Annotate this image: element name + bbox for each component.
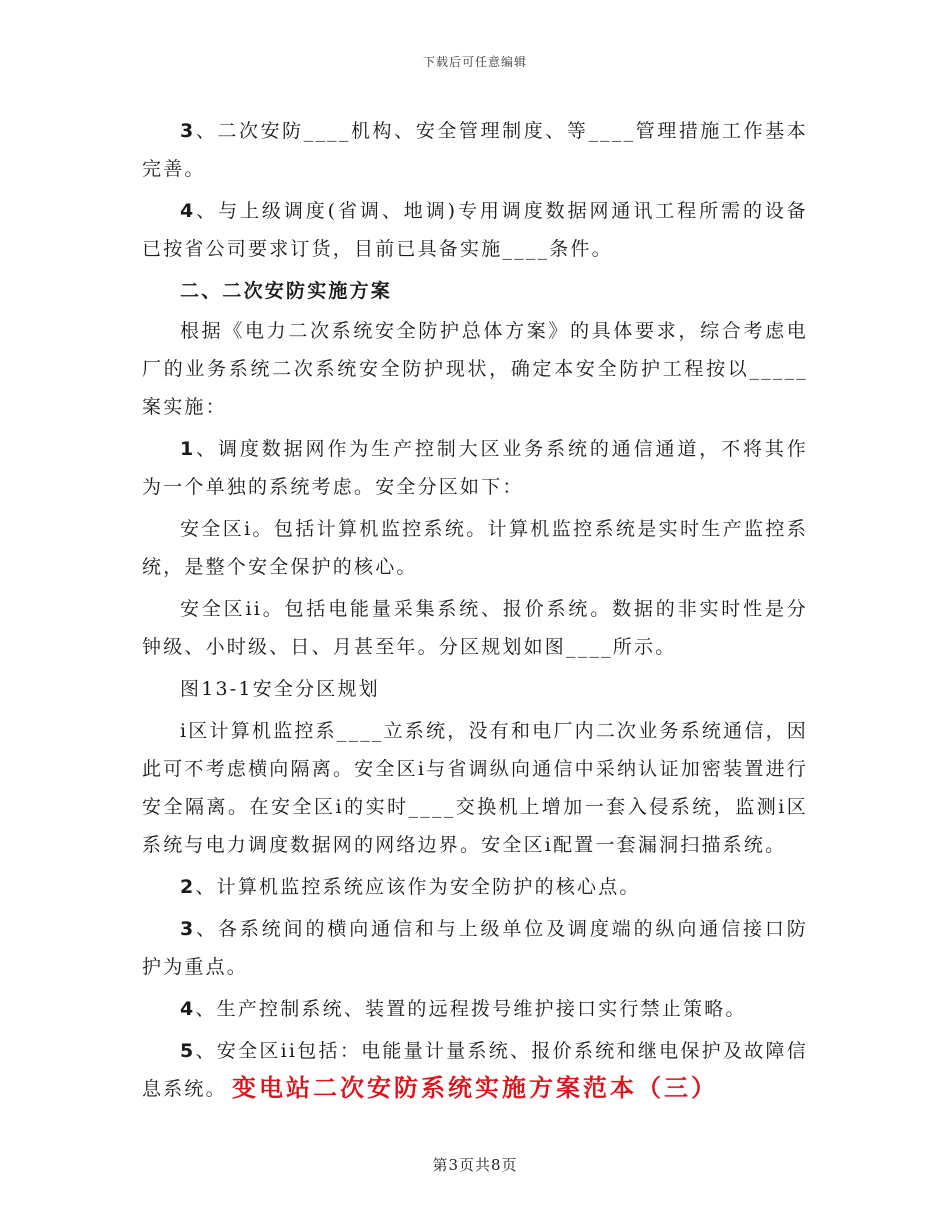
item-number: 3 xyxy=(180,918,196,940)
paragraph-item-3b xyxy=(142,910,808,986)
paragraph-zone-i: 安全区i。包括计算机监控系统。计算机监控系统是实时生产监控系统，是整个安全保护的核心。 xyxy=(142,518,808,578)
paragraph-item-1 xyxy=(142,430,808,506)
document-body xyxy=(142,112,808,1112)
paragraph-text: 、安全区ii包括：电能量计量系统、报价系统和继电保护及故障信息系统。 xyxy=(142,1040,808,1100)
paragraph-text: 、计算机监控系统应该作为安全防护的核心点。 xyxy=(195,876,641,898)
section-heading: 二、二次安防实施方案 xyxy=(180,280,393,302)
paragraph-text: 、二次安防____机构、安全管理制度、等____管理措施工作基本完善。 xyxy=(142,120,808,180)
page-header: 下载后可任意编辑 xyxy=(422,55,527,69)
paragraph-zone-i-detail: i区计算机监控系____立系统，没有和电厂内二次业务系统通信，因此可不考虑横向隔离。安全区i与省调纵向通信中采纳认证加密装置进行安全隔离。在安全区i的实时____交换机上增加一套入侵系统，监测i区系统与电力调度数据网的网络边界。安全区i配置一套漏洞扫描系统。 xyxy=(142,720,808,856)
paragraph-intro: 根据《电力二次系统安全防护总体方案》的具体要求，综合考虑电厂的业务系统二次系统安全防护现状，确定本安全防护工程按以_____案实施： xyxy=(142,320,808,418)
paragraph-item-4b xyxy=(142,990,808,1028)
paragraph-text: 、各系统间的横向通信和与上级单位及调度端的纵向通信接口防护为重点。 xyxy=(142,918,808,978)
paragraph-zone-ii: 安全区ii。包括电能量采集系统、报价系统。数据的非实时性是分钟级、小时级、日、月甚至年。分区规划如图____所示。 xyxy=(142,598,808,658)
item-number: 1 xyxy=(180,438,196,460)
page-footer: 第3页共8页 xyxy=(432,1156,518,1174)
paragraph-item-2 xyxy=(142,868,808,906)
item-number: 4 xyxy=(180,200,196,222)
item-number: 4 xyxy=(180,998,196,1020)
paragraph-text: 、调度数据网作为生产控制大区业务系统的通信通道，不将其作为一个单独的系统考虑。安全分区如下： xyxy=(142,438,808,498)
item-number: 5 xyxy=(180,1040,196,1062)
item-number: 3 xyxy=(180,120,196,142)
paragraph-item-3 xyxy=(142,112,808,188)
item-number: 2 xyxy=(180,876,196,898)
paragraph-text: 、生产控制系统、装置的远程拨号维护接口实行禁止策略。 xyxy=(195,998,747,1020)
document-title: 变电站二次安防系统实施方案范本（三） xyxy=(232,1074,718,1102)
paragraph-text: 、与上级调度(省调、地调)专用调度数据网通讯工程所需的设备已按省公司要求订货，目前已具备实施____条件。 xyxy=(142,200,808,260)
paragraph-item-4 xyxy=(142,192,808,268)
figure-caption: 图13-1安全分区规划 xyxy=(180,678,380,700)
